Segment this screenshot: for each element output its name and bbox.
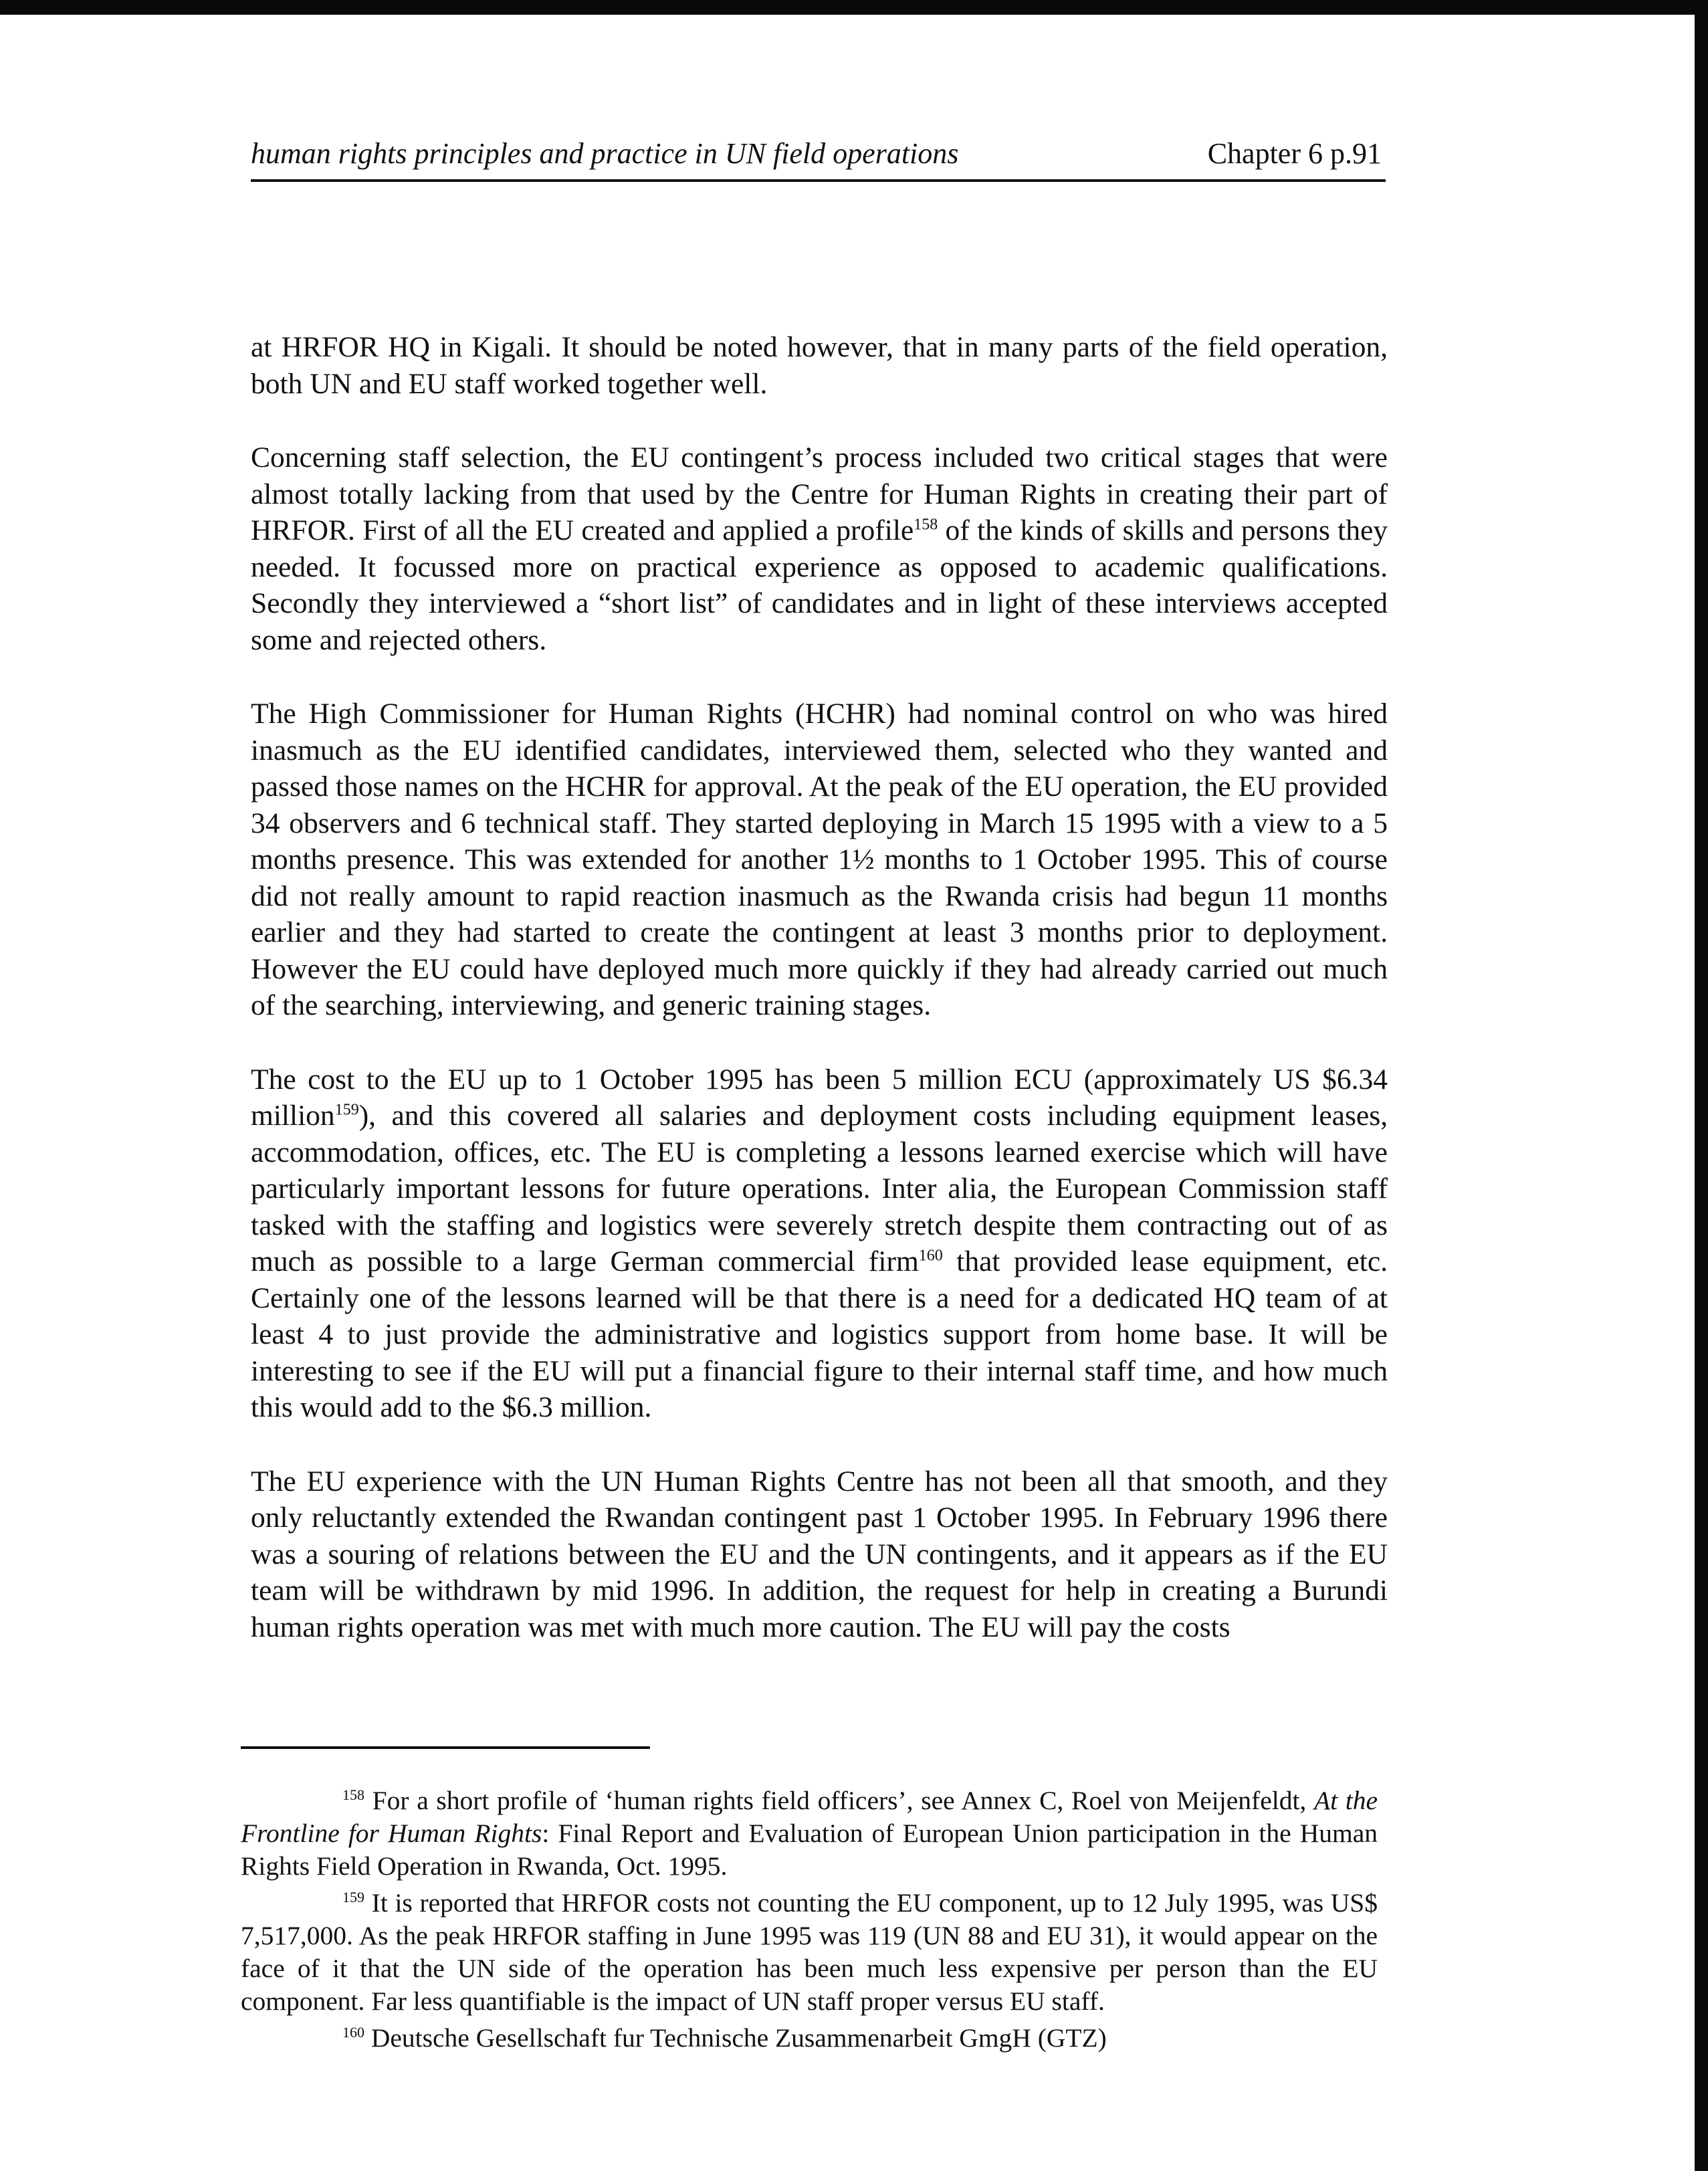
footnote-number: 160 (342, 2023, 364, 2041)
scan-border-right (1695, 0, 1708, 2171)
footnote-159 (241, 1887, 1378, 2018)
footnotes (241, 1784, 1378, 2059)
paragraph-text: Concerning staff selection, the EU contingent’s process included two critical stages that were almost totally lacking from that used by the Centre for Human Rights in creating their part of HRFOR. First of all the EU created and applied a profile (251, 441, 1388, 546)
scan-border-top (0, 0, 1708, 15)
footnote-cited-title: At the Frontline for Human Rights (241, 1786, 1378, 1848)
footnote-text: For a short profile of ‘human rights field officers’, see Annex C, Roel von Meijenfeldt, (364, 1786, 1314, 1815)
footnote-160 (241, 2022, 1378, 2055)
footnote-ref-158: 158 (914, 516, 938, 534)
paragraph-eu-experience: The EU experience with the UN Human Rights Centre has not been all that smooth, and they only reluctantly extended the Rwandan contingent past 1 October 1995. In February 1996 there was a souring of relations between the EU and the UN contingents, and it appears as if the EU team will be withdrawn by mid 1996. In addition, the request for help in creating a Burundi human rights operation was met with much more caution. The EU will pay the costs (251, 1465, 1388, 1643)
paragraph-hchr-control: The High Commissioner for Human Rights (HCHR) had nominal control on who was hired inasmuch as the EU identified candidates, interviewed them, selected who they wanted and passed those names on the HCHR for approval. At the peak of the EU operation, the EU provided 34 observers and 6 technical staff. They started deploying in March 15 1995 with a view to a 5 months presence. This was extended for another 1½ months to 1 October 1995. This of course did not really amount to rapid reaction inasmuch as the Rwanda crisis had begun 11 months earlier and they had started to create the contingent at least 3 months prior to deployment. However the EU could have deployed much more quickly if they had already carried out much of the searching, interviewing, and generic training stages. (251, 698, 1388, 1021)
footnote-158 (241, 1784, 1378, 1883)
chapter-page-reference: Chapter 6 p.91 (1207, 137, 1382, 170)
paragraph-text: of the kinds of skills and persons they needed. It focussed more on practical experience as opposed to academic qualifications. Secondly they interviewed a “short list” of candidates and in light of these interviews accepted some and rejected others. (251, 514, 1388, 656)
footnote-number: 158 (342, 1786, 364, 1803)
paragraph-eu-cost (251, 1061, 1388, 1426)
footnote-ref-160: 160 (918, 1247, 943, 1265)
running-title: human rights principles and practice in UN field operations (251, 137, 959, 170)
page-header (251, 132, 1386, 182)
body-text (251, 329, 1388, 1683)
footnote-ref-159: 159 (334, 1101, 359, 1119)
paragraph-hrfor-hq: at HRFOR HQ in Kigali. It should be noted however, that in many parts of the field operation, both UN and EU staff worked together well. (251, 331, 1388, 400)
paragraph-text: ), and this covered all salaries and deployment costs including equipment leases, accommodation, offices, etc. The EU is completing a lessons learned exercise which will have particularly important lessons for future operations. Inter alia, the European Commission staff tasked with the staffing and logistics were severely stretch despite them contracting out of as much as possible to a large German commercial firm (251, 1100, 1388, 1277)
footnote-separator (241, 1746, 650, 1749)
paragraph-text: The cost to the EU up to 1 October 1995 has been 5 million ECU (approximately US $6.34 million (251, 1063, 1388, 1132)
footnote-number: 159 (342, 1888, 364, 1905)
paragraph-text: that provided lease equipment, etc. Certainly one of the lessons learned will be that there is a need for a dedicated HQ team of at least 4 to just provide the administrative and logistics support from home base. It will be interesting to see if the EU will put a financial figure to their internal staff time, and how much this would add to the $6.3 million. (251, 1245, 1388, 1423)
footnote-text: Deutsche Gesellschaft fur Technische Zusammenarbeit GmgH (GTZ) (364, 2023, 1107, 2053)
footnote-text: : Final Report and Evaluation of European Union participation in the Human Rights Field Operation in Rwanda, Oct. 1995. (241, 1819, 1378, 1881)
footnote-text: It is reported that HRFOR costs not counting the EU component, up to 12 July 1995, was US$ 7,517,000. As the peak HRFOR staffing in June 1995 was 119 (UN 88 and EU 31), it would appear on the face of it that the UN side of the operation has been much less expensive per person than the EU component. Far less quantifiable is the impact of UN staff proper versus EU staff. (241, 1888, 1378, 2016)
paragraph-staff-selection (251, 439, 1388, 658)
